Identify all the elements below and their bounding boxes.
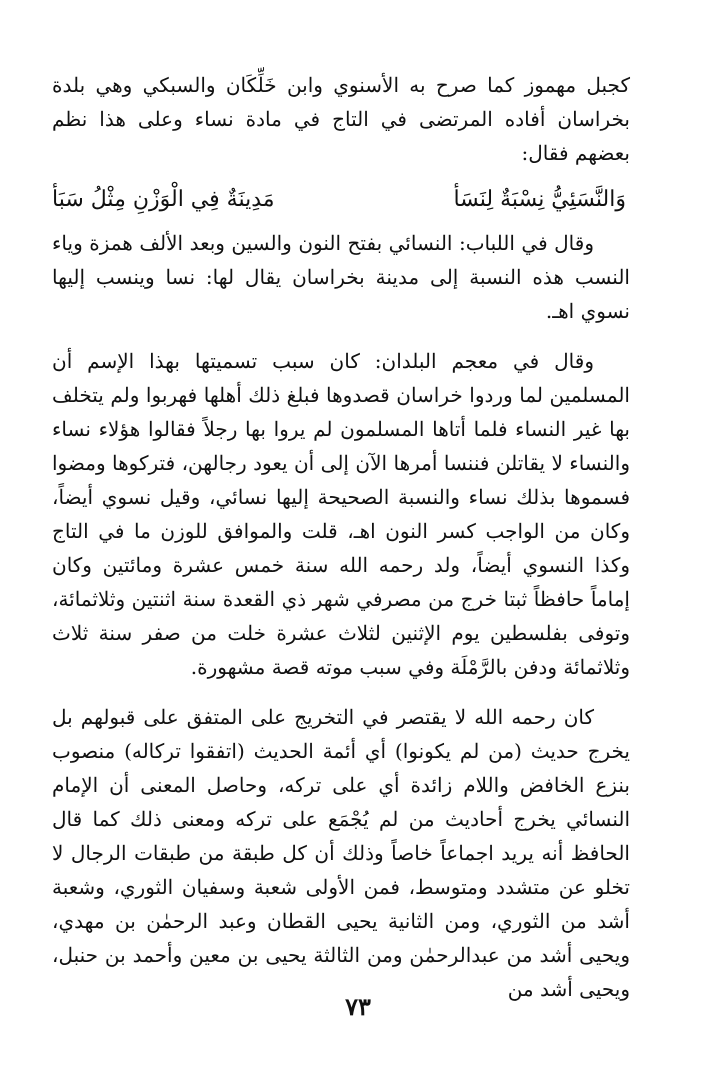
paragraph-4: كان رحمه الله لا يقتصر في التخريج على المتفق على قبولهم بل يخرج حديث (من لم يكونوا) أي أئمة الحديث (اتفقوا تركاله) منصوب بنزع الخافض واللام زائدة أي على تركه، وحاصل المعنى أن الإمام النسائي يخرج أحاديث من لم يُجْمَع على تركه ومعنى ذلك كما قال الحافظ أنه يريد اجماعاً خاصاً وذلك أن كل طبقة من طبقات الرجال لا تخلو عن متشدد ومتوسط، فمن الأولى شعبة وسفيان الثوري، وشعبة أشد من الثوري، ومن الثانية يحيى القطان وعبد الرحمٰن بن مهدي، ويحيى أشد من عبدالرحمٰن ومن الثالثة يحيى بن معين وأحمد بن حنبل، ويحيى أشد من [52, 705, 630, 1001]
poetry-verse [52, 180, 630, 220]
paragraph-2: وقال في اللباب: النسائي بفتح النون والسين وبعد الألف همزة وياء النسب هذه النسبة إلى مدينة بخراسان يقال لها: نسا وينسب إليها نسوي اهـ. [52, 231, 630, 323]
paragraph-1: كجبل مهموز كما صرح به الأسنوي وابن خَلِّكَان والسبكي وهي بلدة بخراسان أفاده المرتضى في التاج في مادة نساء وعلى هذا نظم بعضهم فقال: [52, 73, 630, 165]
verse-second-hemistich: مَدِينَةٌ فِي الْوَزْنِ مِثْلُ سَبَأ [52, 187, 275, 212]
book-page [52, 68, 630, 1086]
paragraph-3: وقال في معجم البلدان: كان سبب تسميتها بهذا الإسم أن المسلمين لما وردوا خراسان قصدوها فبلغ ذلك أهلها فهربوا ولم يتخلف بها غير النساء فلما أتاها المسلمون لم يروا بها رجلاً فقالوا هؤلاء نساء والنساء لا يقاتلن فننسا أمرها الآن إلى أن يعود رجالهن، فتركوها ومضوا فسموها بذلك نساء والنسبة الصحيحة إليها نسائي، وقيل نسوي أيضاً، وكان من الواجب كسر النون اهـ، قلت والموافق للوزن ما في التاج وكذا النسوي أيضاً، ولد رحمه الله سنة خمس عشرة ومائتين وكان إماماً حافظاً ثبتا خرج من مصرفي شهر ذي القعدة سنة اثنتين وثلاثمائة، وتوفى بفلسطين يوم الإثنين لثلاث عشرة خلت من صفر سنة ثلاث وثلاثمائة ودفن بالرَّمْلَة وفي سبب موته قصة مشهورة. [52, 349, 630, 679]
page-number: ٧٣ [345, 992, 371, 1021]
verse-first-hemistich: وَالنَّسَئِيُّ نِسْبَةٌ لِنَسَأ [453, 187, 626, 212]
